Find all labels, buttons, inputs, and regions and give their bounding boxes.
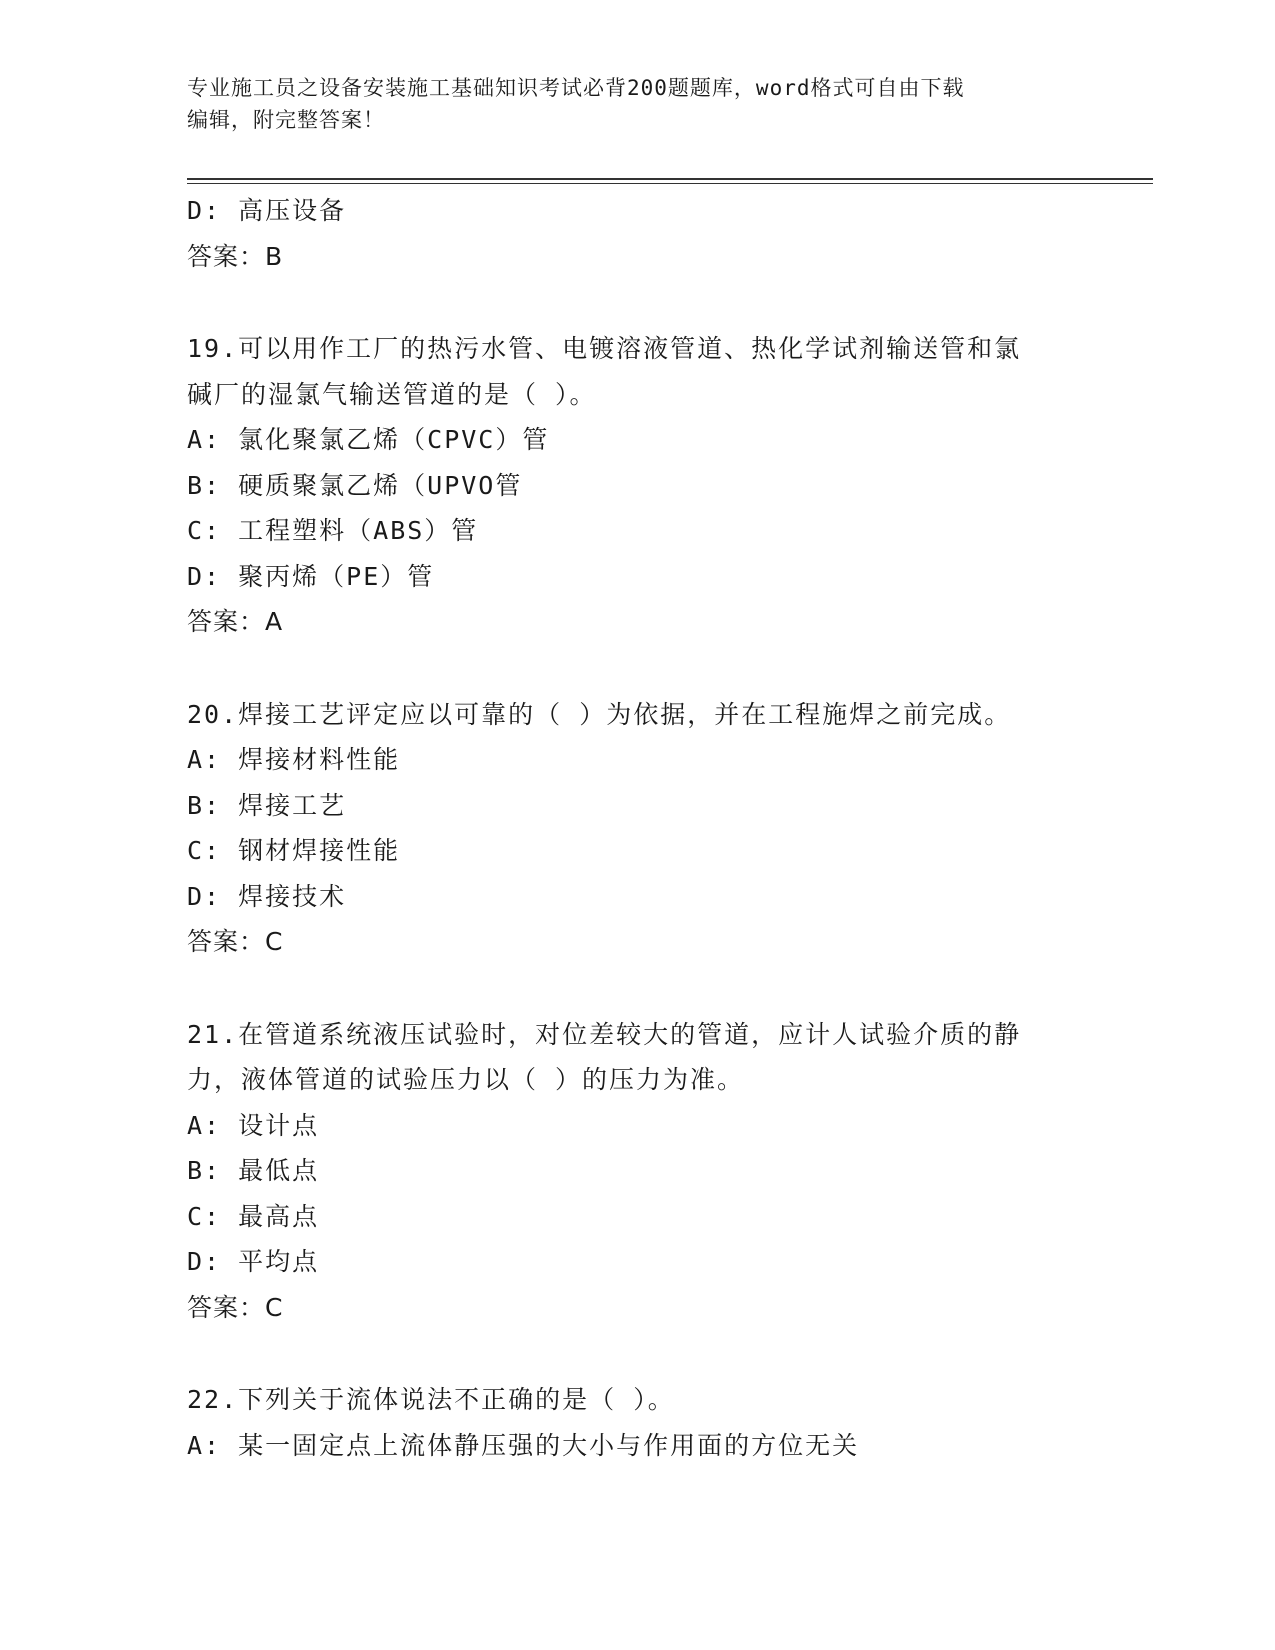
question-stem: 19.可以用作工厂的热污水管、电镀溶液管道、热化学试剂输送管和氯 (187, 334, 1022, 363)
question-stem: 21.在管道系统液压试验时，对位差较大的管道，应计人试验介质的静 (187, 1019, 1022, 1049)
answer: 答案：C (187, 1292, 284, 1322)
question-22 (187, 1377, 1087, 1468)
option-c: C: 最高点 (187, 1201, 320, 1231)
option-c: C: 工程塑料（ABS）管 (187, 516, 479, 545)
option-b: B: 硬质聚氯乙烯（UPVO管 (187, 470, 523, 500)
answer: 答案：A (187, 607, 284, 636)
option-c: C: 钢材焊接性能 (187, 836, 401, 865)
question-stem-cont: 碱厂的湿氯气输送管道的是（ ）。 (187, 379, 597, 409)
question-stem-cont: 力，液体管道的试验压力以（ ）的压力为准。 (187, 1065, 745, 1094)
question-21 (187, 1012, 1087, 1331)
document-header (187, 72, 1067, 136)
option-b: B: 焊接工艺 (187, 790, 347, 820)
question-20 (187, 692, 1087, 965)
option-a: A: 焊接材料性能 (187, 745, 401, 774)
option-a: A: 氯化聚氯乙烯（CPVC）管 (187, 425, 550, 454)
option-a: A: 设计点 (187, 1110, 320, 1140)
header-line-1: 专业施工员之设备安装施工基础知识考试必背200题题库，word格式可自由下载 (187, 76, 965, 100)
header-divider-thin (187, 183, 1153, 184)
option-d: D: 聚丙烯（PE）管 (187, 561, 435, 591)
option-d: D: 平均点 (187, 1247, 320, 1276)
option-a: A: 某一固定点上流体静压强的大小与作用面的方位无关 (187, 1430, 860, 1460)
header-divider-thick (187, 178, 1153, 180)
question-19 (187, 326, 1087, 645)
option-b: B: 最低点 (187, 1156, 320, 1185)
question-stem: 20.焊接工艺评定应以可靠的（ ）为依据，并在工程施焊之前完成。 (187, 699, 1012, 729)
header-line-2: 编辑，附完整答案！ (187, 108, 385, 132)
document-body (187, 188, 1087, 1468)
answer: 答案：C (187, 927, 284, 956)
prev-answer: 答案：B (187, 241, 284, 271)
prev-option-d: D: 高压设备 (187, 196, 347, 225)
option-d: D: 焊接技术 (187, 881, 347, 911)
question-stem: 22.下列关于流体说法不正确的是（ ）。 (187, 1385, 675, 1414)
